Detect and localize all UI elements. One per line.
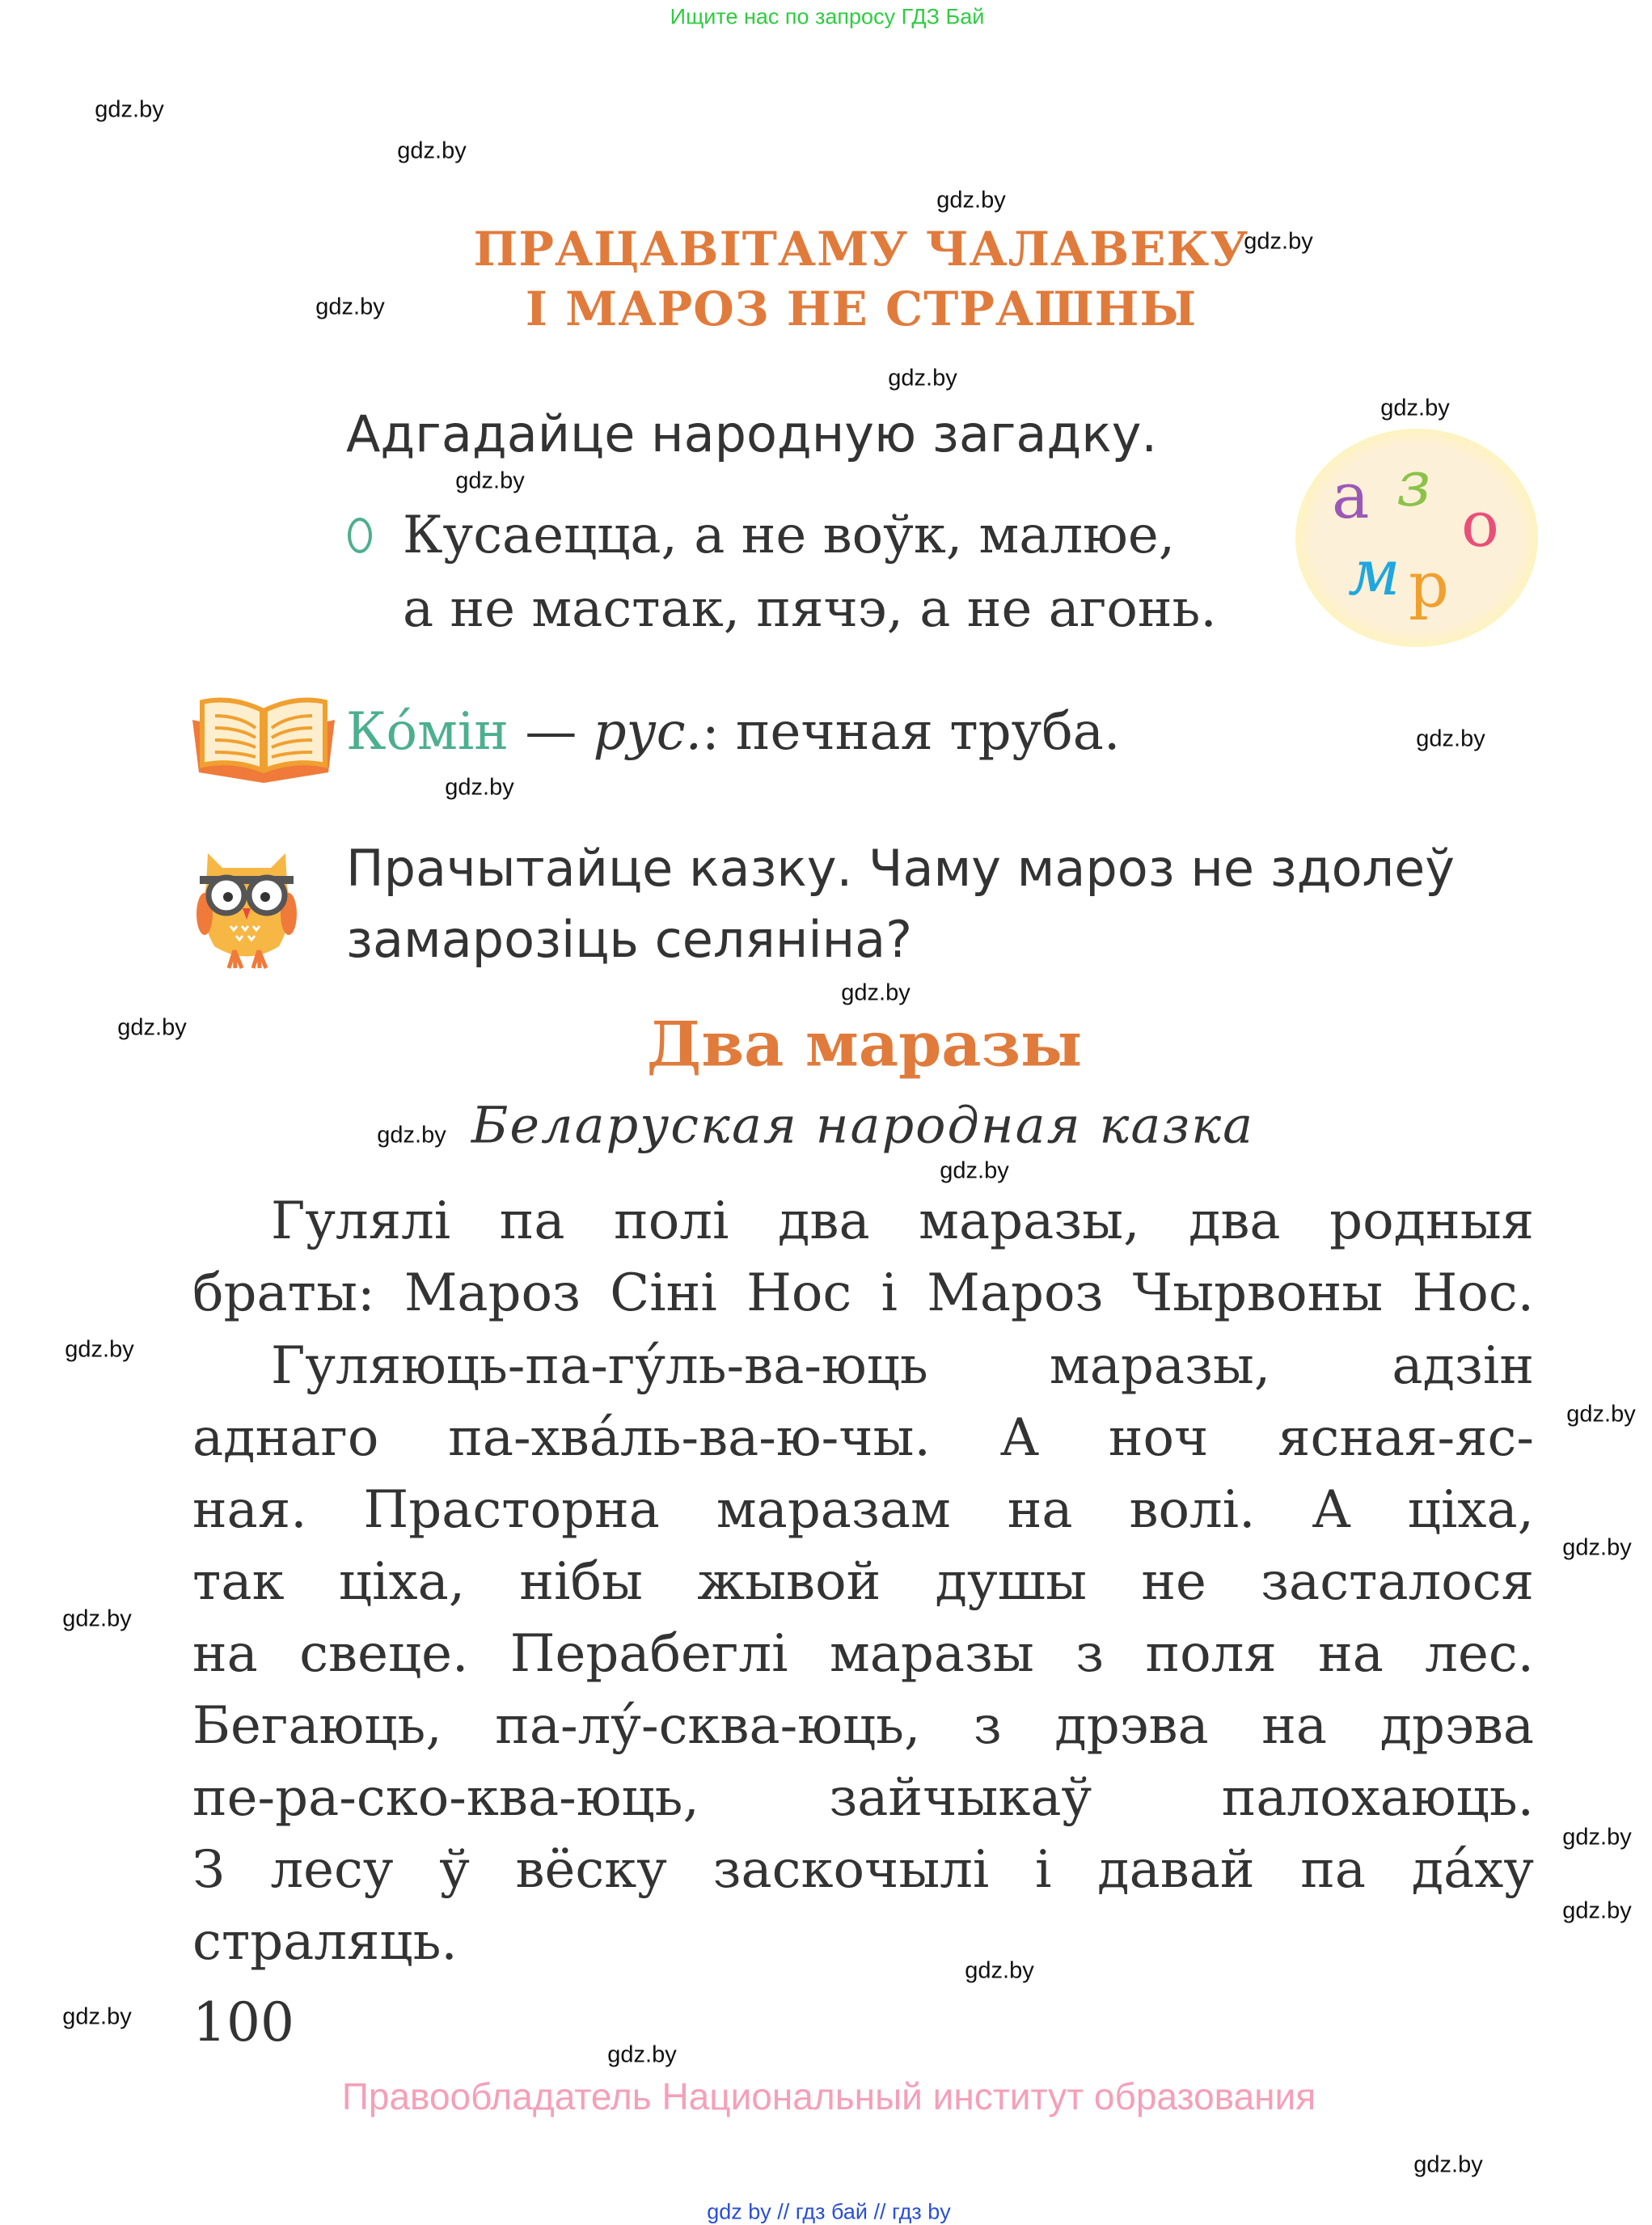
section-title-line-2: І МАРОЗ НЕ СТРАШНЫ (525, 281, 1198, 336)
question-line-1: Прачытайце казку. Чаму мароз не здолеў (346, 839, 1455, 898)
badge-letter: м (1348, 537, 1401, 610)
section-title-line-1: ПРАЦАВІТАМУ ЧАЛАВЕКУ (473, 222, 1249, 277)
story-subtitle: Беларуская народная казка (471, 1095, 1255, 1155)
glossary-entry (346, 702, 1120, 762)
story-line: ная. Прасторна маразам на волі. А ціха, (192, 1480, 1534, 1540)
watermark: gdz.by (445, 774, 514, 801)
watermark: gdz.by (1562, 1534, 1632, 1561)
watermark: gdz.by (1244, 228, 1313, 255)
story-line: Гуляюць-па-гу́ль-ва-юць маразы, адзін (271, 1336, 1534, 1396)
watermark: gdz.by (65, 1336, 134, 1363)
watermark: gdz.by (62, 1605, 132, 1632)
story-line: так ціха, нібы жывой душы не засталося (192, 1552, 1534, 1612)
badge-letter: а (1332, 460, 1370, 533)
watermark: gdz.by (965, 1957, 1034, 1984)
story-line: браты: Мароз Сіні Нос і Мароз Чырвоны Нос. (192, 1263, 1534, 1323)
watermark: gdz.by (397, 137, 467, 164)
open-book-icon (191, 696, 336, 785)
story-line: аднаго па-хва́ль-ва-ю-чы. А ноч ясная-яс- (192, 1408, 1534, 1468)
story-line: З лесу ў вёску заскочылі і давай па да́ху (192, 1840, 1534, 1900)
story-title: Два маразы (646, 1008, 1083, 1081)
watermark: gdz.by (315, 294, 385, 320)
badge-letter: з (1396, 448, 1431, 521)
watermark: gdz.by (1416, 725, 1485, 752)
owl-icon (190, 837, 303, 971)
question-line-2: замарозіць селяніна? (346, 910, 913, 969)
story-line: Гулялі па полі два маразы, два родныя (271, 1191, 1534, 1251)
glossary-dash: — (508, 702, 594, 762)
badge-letter: о (1461, 489, 1499, 561)
story-line: страляць. (192, 1912, 458, 1972)
watermark: gdz.by (117, 1014, 187, 1041)
top-banner[interactable]: Ищите нас по запросу ГДЗ Бай (670, 4, 985, 29)
watermark: gdz.by (1380, 395, 1450, 421)
copyright-notice: Правообладатель Национальный институт образования (341, 2075, 1316, 2117)
watermark: gdz.by (377, 1122, 446, 1148)
watermark: gdz.by (936, 187, 1006, 214)
story-line: пе-ра-ско-ква-юць, зайчыкаў палохаюць. (192, 1768, 1534, 1828)
riddle-instruction: Адгадайце народную загадку. (346, 404, 1158, 463)
circle-bullet-icon (348, 518, 372, 553)
word-puzzle-badge (1295, 429, 1538, 647)
watermark: gdz.by (1566, 1401, 1636, 1428)
watermark: gdz.by (95, 96, 164, 123)
story-line: Бегаюць, па-лу́-сква-юць, з дрэва на дрэва (192, 1696, 1534, 1756)
page-number: 100 (192, 1991, 294, 2054)
watermark: gdz.by (1413, 2151, 1483, 2178)
watermark: gdz.by (841, 979, 911, 1006)
footer-links[interactable]: gdz by // гдз бай // гдз by (707, 2199, 951, 2224)
badge-letter: р (1409, 549, 1449, 622)
glossary-language: рус. (593, 702, 702, 762)
watermark: gdz.by (940, 1157, 1009, 1184)
watermark: gdz.by (1562, 1897, 1632, 1924)
watermark: gdz.by (455, 467, 525, 494)
watermark: gdz.by (888, 365, 957, 391)
riddle-line-1: Кусаецца, а не воўк, малюе, (403, 505, 1176, 565)
watermark: gdz.by (1562, 1824, 1632, 1851)
glossary-word: Ко́мін (346, 702, 509, 762)
watermark: gdz.by (607, 2041, 677, 2068)
glossary-definition: : печная труба. (701, 702, 1121, 762)
watermark: gdz.by (62, 2003, 132, 2030)
riddle-line-2: а не мастак, пячэ, а не агонь. (403, 579, 1217, 639)
story-line: на свеце. Перабеглі маразы з поля на лес. (192, 1624, 1534, 1684)
